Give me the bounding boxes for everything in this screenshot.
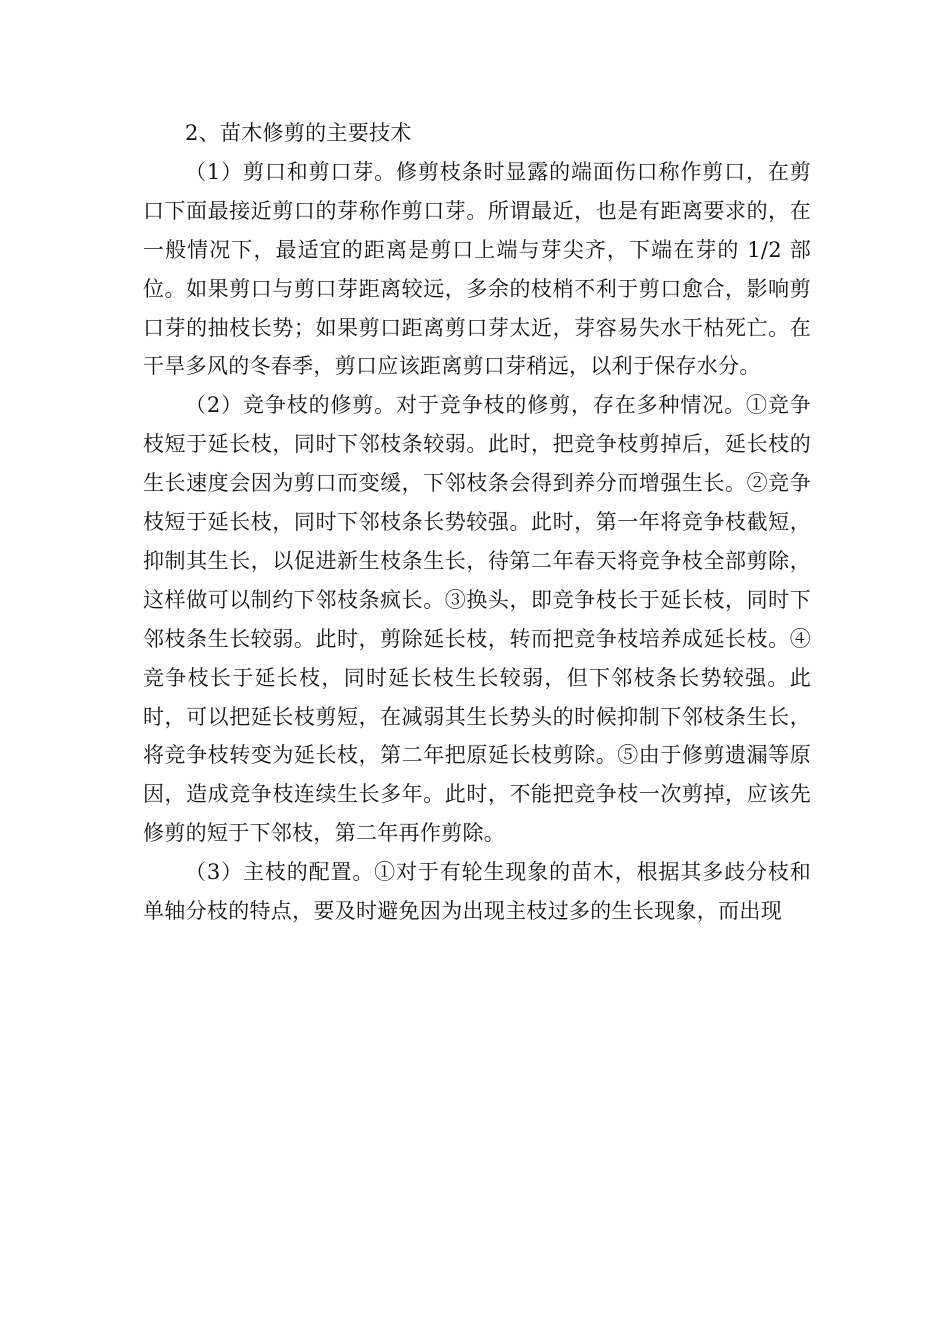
section-heading: 2、苗木修剪的主要技术 [185, 121, 412, 145]
paragraph-main-branch: （3）主枝的配置。①对于有轮生现象的苗木，根据其多歧分枝和单轴分枝的特点，要及时避免因为出现主枝过多的生长现象，而出现 [143, 860, 811, 924]
paragraph-pruning-cut: （1）剪口和剪口芽。修剪枝条时显露的端面伤口称作剪口，在剪口下面最接近剪口的芽称作剪口芽。所谓最近，也是有距离要求的，在一般情况下，最适宜的距离是剪口上端与芽尖齐，下端在芽的 1/2 部位。如果剪口与剪口芽距离较远，多余的枝梢不利于剪口愈合，影响剪口芽的抽枝长势；如果剪口距离剪口芽太近，芽容易失水干枯死亡。在干旱多风的冬春季，剪口应该距离剪口芽稍远，以利于保存水分。 [143, 159, 811, 379]
document-body [143, 114, 811, 931]
paragraph-competing-branch: （2）竞争枝的修剪。对于竞争枝的修剪，存在多种情况。①竞争枝短于延长枝，同时下邻枝条较弱。此时，把竞争枝剪掉后，延长枝的生长速度会因为剪口而变缓，下邻枝条会得到养分而增强生长。②竞争枝短于延长枝，同时下邻枝条长势较强。此时，第一年将竞争枝截短，抑制其生长，以促进新生枝条生长，待第二年春天将竞争枝全部剪除，这样做可以制约下邻枝条疯长。③换头，即竞争枝长于延长枝，同时下邻枝条生长较弱。此时，剪除延长枝，转而把竞争枝培养成延长枝。④竞争枝长于延长枝，同时延长枝生长较弱，但下邻枝条长势较强。此时，可以把延长枝剪短，在减弱其生长势头的时候抑制下邻枝条生长，将竞争枝转变为延长枝，第二年把原延长枝剪除。⑤由于修剪遗漏等原因，造成竞争枝连续生长多年。此时，不能把竞争枝一次剪掉，应该先修剪的短于下邻枝，第二年再作剪除。 [143, 393, 811, 846]
